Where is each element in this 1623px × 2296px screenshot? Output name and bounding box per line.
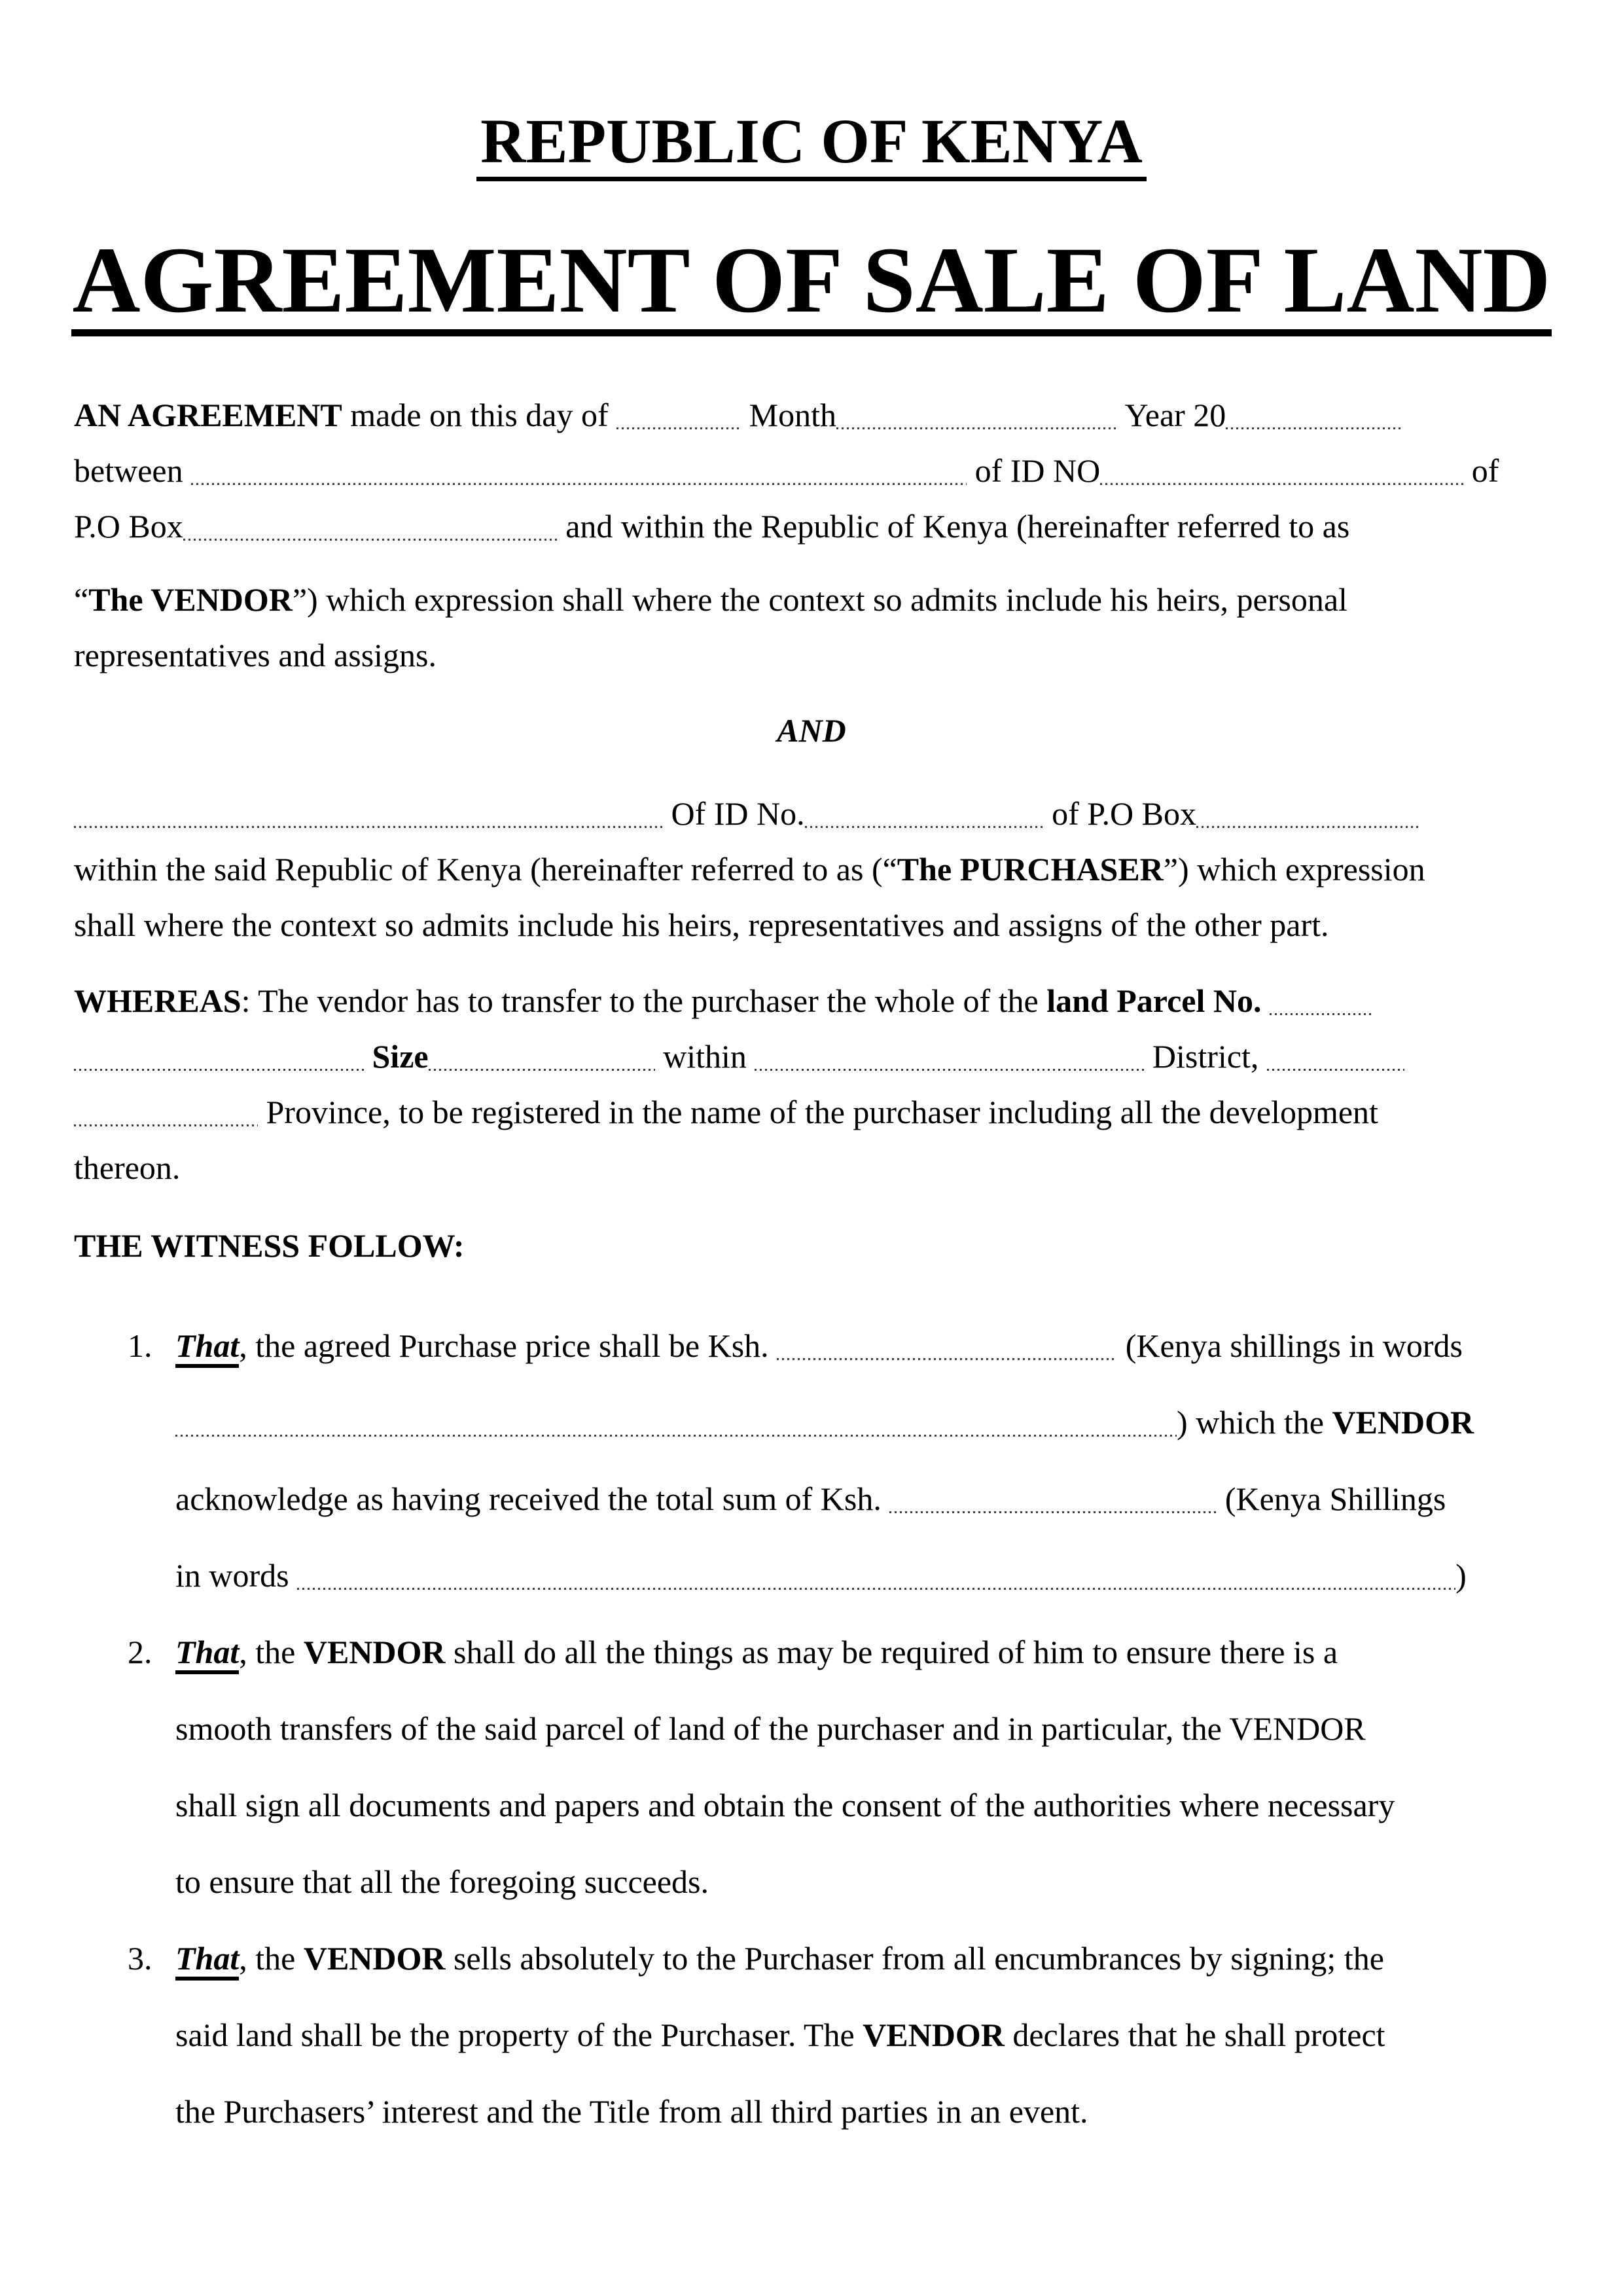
text-line xyxy=(74,897,1549,953)
text-run: Province, to be registered in the name of the purchaser including all the development xyxy=(258,1094,1378,1130)
blank-field xyxy=(1100,483,1463,485)
witness-list xyxy=(74,1308,1549,2150)
text-run: (Kenya Shillings xyxy=(1217,1480,1446,1517)
document-body xyxy=(0,387,1623,2150)
blank-field xyxy=(1226,427,1404,429)
blank-field xyxy=(1270,1013,1374,1015)
text-run: , the xyxy=(239,1940,304,1977)
text-run: VENDOR xyxy=(863,2017,1005,2053)
text-run: District, xyxy=(1144,1038,1267,1075)
text-run: That xyxy=(175,1634,239,1674)
list-number: 3. xyxy=(128,1940,152,1977)
main-title xyxy=(0,228,1623,336)
text-line xyxy=(175,2073,1549,2150)
text-run: ) xyxy=(1455,1557,1467,1594)
country-title-text: REPUBLIC OF KENYA xyxy=(476,110,1147,181)
purchaser-clause xyxy=(74,786,1549,953)
blank-field xyxy=(836,427,1118,429)
text-run: in words xyxy=(175,1557,298,1594)
witness-heading xyxy=(74,1218,1549,1274)
text-run: Size xyxy=(372,1038,429,1075)
text-run: That xyxy=(175,1940,239,1981)
list-number: 2. xyxy=(128,1634,152,1670)
text-run: Of ID No. xyxy=(663,795,805,832)
blank-field xyxy=(429,1069,655,1071)
text-line xyxy=(175,1384,1549,1461)
text-run: sells absolutely to the Purchaser from all encumbrances by signing; the xyxy=(445,1940,1384,1977)
text-run xyxy=(364,1038,372,1075)
text-run: ”) which expression xyxy=(1163,851,1425,888)
text-line xyxy=(175,1691,1549,1767)
text-run: (Kenya shillings in words xyxy=(1117,1327,1463,1364)
text-run: within xyxy=(654,1038,755,1075)
text-run: declares that he shall protect xyxy=(1004,2017,1385,2053)
list-number: 1. xyxy=(128,1327,152,1364)
country-title xyxy=(0,106,1623,181)
main-title-text: AGREEMENT OF SALE OF LAND xyxy=(71,234,1552,336)
text-line xyxy=(175,1461,1549,1537)
whereas-clause xyxy=(74,973,1549,1196)
text-run: shall do all the things as may be required of him to ensure there is a xyxy=(445,1634,1338,1670)
text-line xyxy=(74,1029,1549,1085)
text-run: shall sign all documents and papers and obtain the consent of the authorities where necessary xyxy=(175,1787,1395,1823)
text-line xyxy=(128,1614,1549,1691)
text-run: , the agreed Purchase price shall be Ksh. xyxy=(239,1327,777,1364)
text-line xyxy=(74,1085,1549,1140)
blank-field xyxy=(183,539,558,541)
opening-clause xyxy=(74,387,1549,554)
text-run: between xyxy=(74,452,192,489)
blank-field xyxy=(191,483,967,485)
text-line xyxy=(175,1537,1549,1614)
blank-field xyxy=(1196,826,1420,828)
text-run: WHEREAS xyxy=(74,982,241,1019)
text-run: : The vendor has to transfer to the purchaser the whole of the xyxy=(241,982,1047,1019)
text-run: AND xyxy=(777,712,846,749)
text-line xyxy=(74,973,1549,1029)
text-line xyxy=(74,572,1549,628)
text-run: the Purchasers’ interest and the Title from all third parties in an event. xyxy=(175,2093,1088,2130)
blank-field xyxy=(74,1124,258,1126)
and-separator xyxy=(74,703,1549,759)
text-run: of P.O Box xyxy=(1043,795,1197,832)
text-run: THE WITNESS FOLLOW: xyxy=(74,1227,465,1264)
text-run: said land shall be the property of the Purchaser. The xyxy=(175,2017,863,2053)
blank-field xyxy=(297,1588,1455,1590)
text-run: VENDOR xyxy=(303,1940,446,1977)
text-run: of ID NO xyxy=(967,452,1101,489)
blank-field xyxy=(74,826,663,828)
text-run: shall where the context so admits include his heirs, representatives and assigns of the other part. xyxy=(74,906,1329,943)
text-run: The PURCHASER xyxy=(897,851,1164,888)
text-line xyxy=(74,499,1549,554)
text-run: “ xyxy=(74,581,89,618)
blank-field xyxy=(616,427,741,429)
blank-field xyxy=(777,1358,1117,1360)
text-line xyxy=(175,1844,1549,1920)
text-run: VENDOR xyxy=(1332,1404,1474,1441)
text-line xyxy=(74,786,1549,842)
blank-field xyxy=(755,1069,1144,1071)
vendor-clause xyxy=(74,572,1549,683)
text-run: , the xyxy=(239,1634,304,1670)
blank-field xyxy=(74,1069,364,1071)
text-line xyxy=(128,1308,1549,1384)
text-run: P.O Box xyxy=(74,508,183,545)
text-run: thereon. xyxy=(74,1149,181,1186)
text-line xyxy=(74,628,1549,683)
blank-field xyxy=(175,1435,1177,1437)
text-line xyxy=(74,1140,1549,1196)
text-run xyxy=(1261,982,1270,1019)
blank-field xyxy=(889,1511,1217,1513)
text-run: within the said Republic of Kenya (hereinafter referred to as (“ xyxy=(74,851,897,888)
text-line xyxy=(74,387,1549,443)
text-line xyxy=(74,443,1549,499)
text-run: to ensure that all the foregoing succeeds. xyxy=(175,1863,709,1900)
text-run: ) which the xyxy=(1177,1404,1332,1441)
text-run: and within the Republic of Kenya (hereinafter referred to as xyxy=(557,508,1350,545)
text-line xyxy=(175,1767,1549,1844)
text-run: acknowledge as having received the total sum of Ksh. xyxy=(175,1480,890,1517)
text-run: land Parcel No. xyxy=(1046,982,1262,1019)
text-run: VENDOR xyxy=(303,1634,446,1670)
text-line xyxy=(74,1218,1549,1274)
text-run: representatives and assigns. xyxy=(74,637,437,673)
text-run: ”) which expression shall where the context so admits include his heirs, personal xyxy=(292,581,1347,618)
text-line xyxy=(74,703,1549,759)
blank-field xyxy=(1267,1069,1404,1071)
text-run: The VENDOR xyxy=(88,581,293,618)
text-run: Month xyxy=(741,397,836,433)
text-run: smooth transfers of the said parcel of land of the purchaser and in particular, the VENDOR xyxy=(175,1710,1366,1747)
blank-field xyxy=(805,826,1044,828)
text-line xyxy=(74,842,1549,897)
text-run: AN AGREEMENT xyxy=(74,397,342,433)
text-run: made on this day of xyxy=(342,397,617,433)
text-line xyxy=(128,1920,1549,1997)
text-line xyxy=(175,1997,1549,2073)
text-run: That xyxy=(175,1327,239,1368)
text-run: of xyxy=(1463,452,1499,489)
text-run: Year 20 xyxy=(1118,397,1226,433)
